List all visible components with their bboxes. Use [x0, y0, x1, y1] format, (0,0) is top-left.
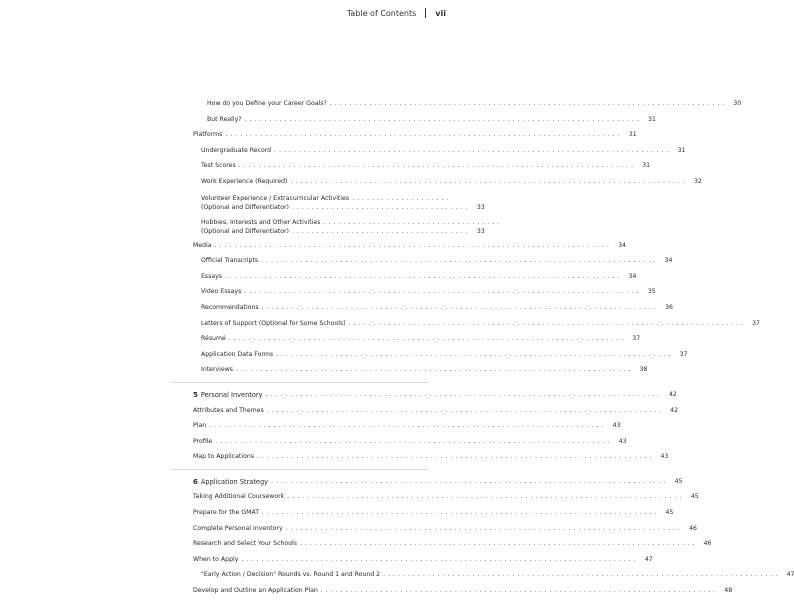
toc-entry[interactable]	[193, 493, 699, 501]
toc-entry[interactable]	[193, 218, 503, 236]
toc-entry-title: Platforms	[193, 131, 223, 139]
toc-entry-title: How do you Define your Career Goals?	[207, 100, 327, 107]
toc-entry-page: 43	[660, 453, 669, 461]
toc-entry-title: But Really?	[207, 115, 242, 123]
toc-entry-title: Develop and Outline an Application Plan	[193, 587, 318, 595]
dot-leader: ................................................................................	[265, 390, 663, 398]
toc-entry[interactable]	[193, 115, 656, 124]
toc-entry-page: 47	[644, 555, 653, 563]
toc-entry-title-cont: (Optional and Differentiator)	[201, 203, 289, 211]
toc-entry[interactable]	[193, 406, 679, 415]
toc-entry[interactable]	[193, 350, 688, 359]
toc-group-media	[193, 241, 760, 375]
toc-entry-title: Application Data Forms	[201, 350, 274, 358]
dot-leader: ................................................................................	[262, 509, 660, 517]
toc-entry[interactable]	[193, 587, 733, 595]
section-divider	[171, 469, 428, 470]
toc-entry-title: Hobbies, Interests and Other Activities	[201, 218, 321, 226]
toc-entry-title: Undergraduate Record	[201, 146, 272, 154]
chapter-title: Application Strategy	[200, 477, 269, 486]
toc-group-career	[193, 100, 742, 186]
section-divider	[171, 382, 428, 383]
toc-entry-title: Letters of Support (Optional for Some Schools)	[201, 319, 346, 327]
chapter-page: 42	[668, 390, 677, 398]
dot-leader: ................................................................................	[271, 477, 669, 485]
toc-entry[interactable]	[193, 319, 760, 328]
toc-entry-page: 47	[786, 571, 794, 579]
toc-entry-title: Official Transcripts	[201, 257, 259, 265]
toc-entry[interactable]	[193, 540, 712, 548]
toc-entry-title: Volunteer Experience / Extracurricular Activities	[201, 194, 350, 202]
toc-entry-page: 35	[647, 288, 656, 296]
chapter-page: 45	[674, 477, 683, 485]
toc-entry[interactable]	[193, 100, 742, 108]
toc-entry[interactable]	[193, 257, 673, 265]
dot-leader: ................................................................................	[287, 493, 685, 501]
toc-entry[interactable]	[193, 303, 673, 312]
toc-entry-page: 46	[689, 524, 697, 532]
toc-entry-title: Taking Additional Coursework	[193, 493, 285, 501]
header-divider	[425, 8, 426, 18]
toc-entry[interactable]	[193, 437, 627, 446]
toc-entry-title: Work Experience (Required)	[201, 177, 288, 185]
toc-entry-title: Prepare for the GMAT	[193, 509, 259, 517]
toc-entry-page: 37	[752, 319, 760, 327]
dot-leader: ....................................	[323, 218, 503, 226]
toc-group-inventory	[193, 406, 679, 462]
toc-entry[interactable]	[193, 509, 674, 517]
toc-entry-title-cont: (Optional and Differentiator)	[201, 227, 289, 235]
dot-leader: ................................................................................	[244, 288, 642, 296]
header-page-number: vii	[435, 8, 446, 18]
toc-entry-title: Plan	[193, 422, 207, 430]
toc-entry-page: 48	[724, 587, 733, 595]
table-of-contents	[193, 100, 794, 603]
toc-entry-page: 30	[733, 100, 742, 107]
toc-entry-title: "Early Action / Decision" Rounds vs. Round 1 and Round 2	[201, 571, 381, 579]
toc-entry-page: 34	[664, 257, 673, 265]
dot-leader: ................................................................................	[329, 100, 728, 107]
dot-leader: ................................................................................	[241, 555, 639, 563]
dot-leader: ................................................................................	[244, 115, 642, 123]
toc-entry-title: Profile	[193, 437, 213, 445]
toc-entry-page: 37	[632, 335, 641, 343]
dot-leader: ................................................................................	[266, 406, 665, 414]
dot-leader: ....................	[352, 194, 452, 202]
dot-leader: ................................................................................	[236, 366, 634, 374]
chapter-number: 6	[193, 477, 198, 486]
dot-leader: ................................................................................	[383, 571, 781, 579]
header-section: Table of Contents	[346, 8, 417, 18]
toc-entry[interactable]	[193, 194, 485, 212]
toc-entry[interactable]	[193, 131, 637, 139]
chapter-number: 5	[193, 390, 198, 399]
dot-leader: ................................................................................	[290, 177, 688, 185]
dot-leader: ....................................	[291, 203, 471, 211]
toc-entry-page: 46	[703, 540, 712, 548]
toc-entry-title: Attributes and Themes	[193, 406, 264, 414]
toc-entry-page: 45	[690, 493, 699, 501]
toc-entry-title: Map to Applications	[193, 453, 254, 461]
toc-entry[interactable]	[193, 146, 686, 155]
toc-entry-page: 33	[476, 227, 485, 235]
dot-leader: ................................................................................	[261, 303, 659, 311]
toc-entry-page: 45	[665, 509, 674, 517]
toc-chapter-6[interactable]	[193, 477, 683, 486]
dot-leader: ................................................................................	[320, 587, 719, 595]
dot-leader: ................................................................................	[225, 272, 623, 280]
toc-entry-page: 31	[642, 162, 651, 170]
toc-entry-page: 31	[628, 131, 637, 139]
toc-entry[interactable]	[193, 335, 641, 343]
dot-leader: ................................................................................	[225, 131, 623, 139]
running-header	[347, 8, 446, 18]
toc-chapter-5[interactable]	[193, 390, 677, 399]
toc-entry[interactable]	[193, 571, 794, 579]
dot-leader: ................................................................................	[285, 524, 683, 532]
toc-entry-page: 31	[677, 146, 686, 154]
dot-leader: ................................................................................	[238, 162, 637, 170]
toc-entry[interactable]	[193, 288, 656, 296]
dot-leader: ................................................................................	[261, 257, 659, 265]
toc-entry-title: Test Scores	[201, 162, 236, 170]
toc-entry-page: 38	[639, 366, 648, 374]
toc-entry[interactable]	[193, 366, 648, 374]
toc-entry-title: Interviews	[201, 366, 233, 374]
toc-entry-page: 32	[693, 177, 702, 185]
toc-entry-page: 34	[618, 241, 626, 249]
toc-entry-page: 33	[476, 203, 485, 211]
toc-entry-page: 31	[648, 115, 656, 123]
toc-entry-page: 43	[618, 437, 627, 445]
dot-leader: ................................................................................	[299, 540, 698, 548]
toc-entry-page: 36	[665, 303, 673, 311]
chapter-title: Personal Inventory	[200, 390, 263, 399]
toc-entry-title: Résumé	[201, 335, 226, 343]
toc-entry-title: Research and Select Your Schools	[193, 540, 297, 548]
toc-entry-title: When to Apply	[193, 555, 239, 563]
dot-leader: ................................................................................	[214, 241, 612, 249]
toc-group-strategy	[193, 493, 794, 595]
dot-leader: ................................................................................	[215, 437, 613, 445]
toc-entry[interactable]	[193, 422, 621, 430]
dot-leader: ................................................................................	[228, 335, 627, 343]
toc-entry-title: Recommendations	[201, 303, 259, 311]
dot-leader: ................................................................................	[274, 146, 672, 154]
toc-entry-page: 34	[628, 272, 637, 280]
toc-entry-title: Media	[193, 241, 212, 249]
toc-entry-page: 42	[670, 406, 679, 414]
toc-entry-title: Essays	[201, 272, 223, 280]
toc-entry[interactable]	[193, 177, 702, 186]
toc-entry-title: Video Essays	[201, 288, 242, 296]
toc-entry-page: 37	[679, 350, 688, 358]
toc-entry[interactable]	[193, 272, 637, 281]
toc-entry[interactable]	[193, 524, 697, 533]
dot-leader: ................................................................................	[276, 350, 674, 358]
toc-entry[interactable]	[193, 555, 653, 564]
dot-leader: ................................................................................	[348, 319, 746, 327]
toc-entry[interactable]	[193, 241, 626, 250]
toc-entry[interactable]	[193, 453, 669, 461]
toc-entry[interactable]	[193, 162, 651, 170]
toc-entry-page: 43	[612, 422, 621, 430]
dot-leader: ................................................................................	[257, 453, 655, 461]
dot-leader: ................................................................................	[209, 422, 607, 430]
toc-entry-title: Complete Personal Inventory	[193, 524, 283, 532]
dot-leader: ....................................	[291, 227, 471, 235]
